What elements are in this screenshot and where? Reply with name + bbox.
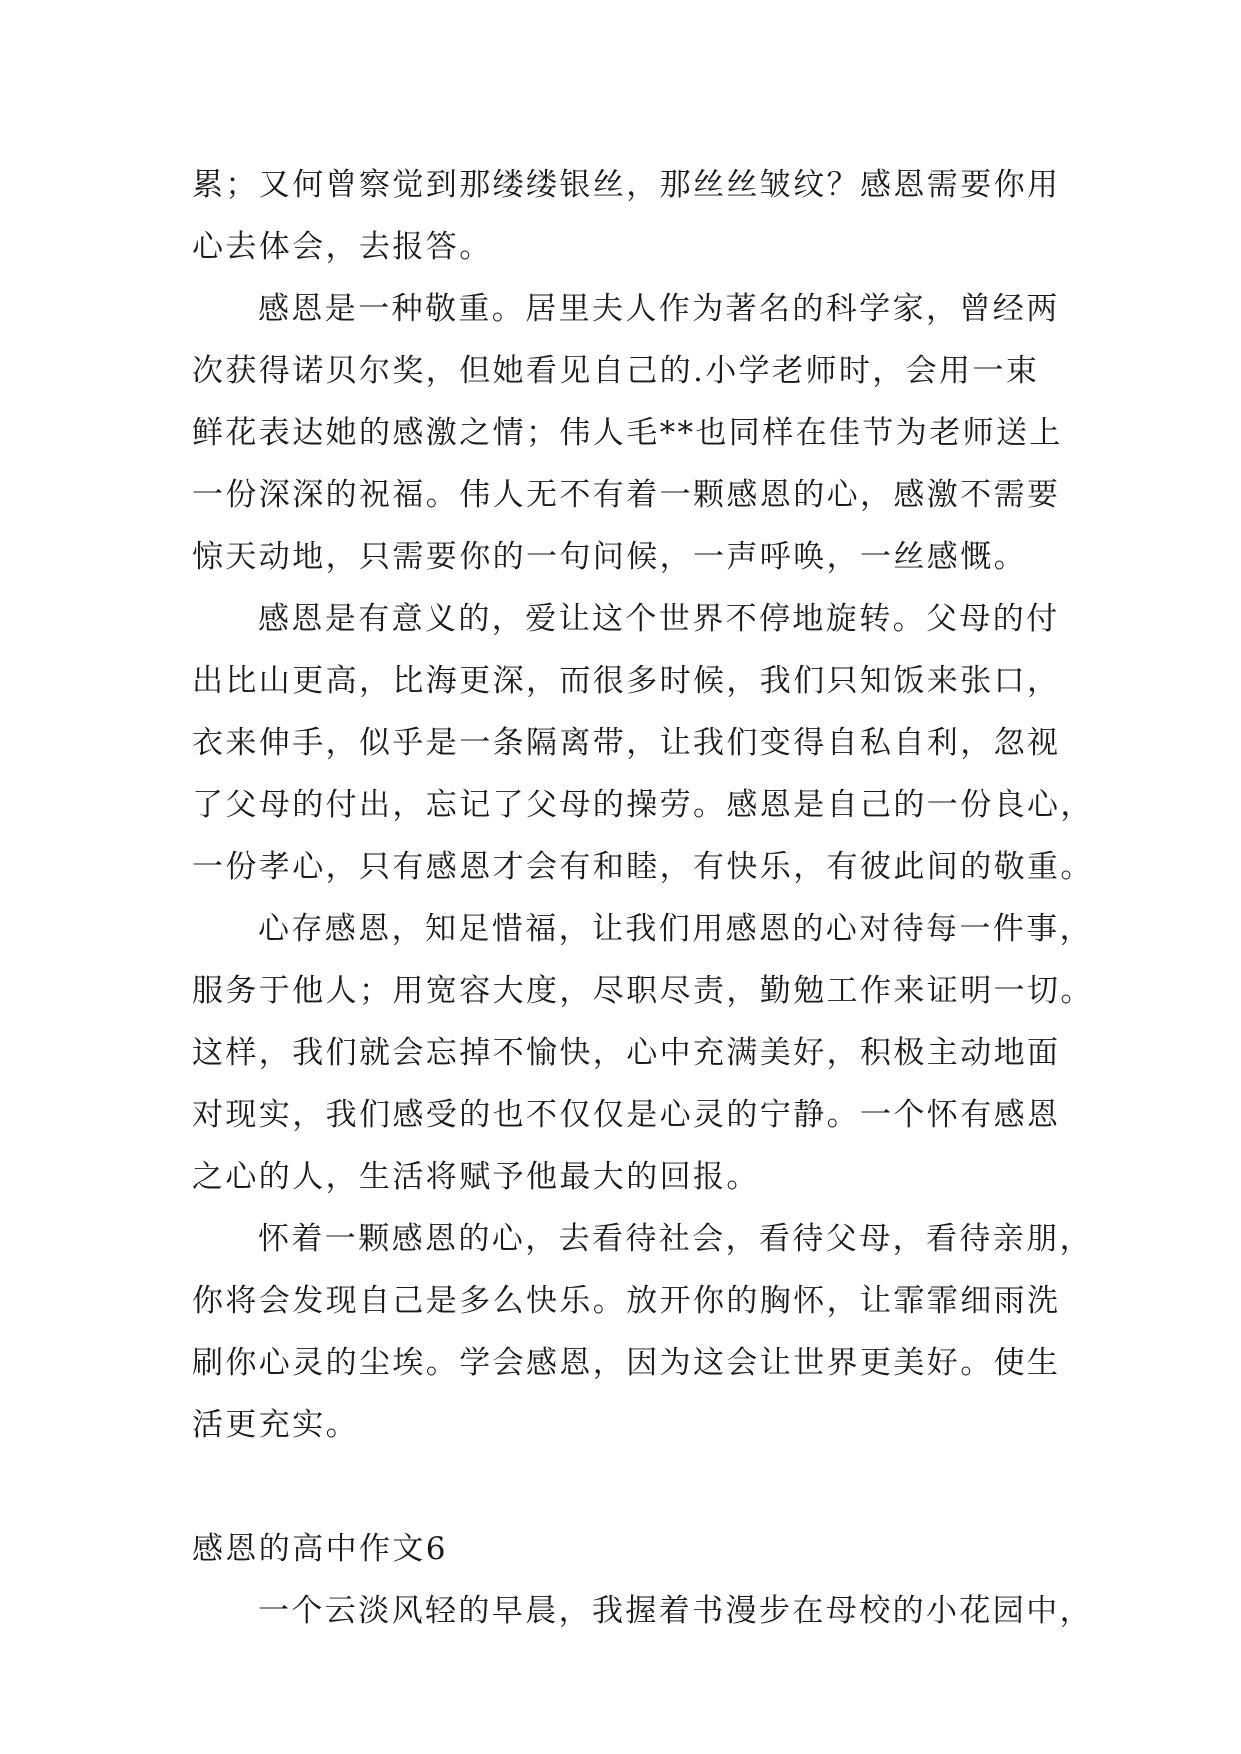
document-page bbox=[192, 154, 1094, 1642]
section-heading: 感恩的高中作文6 bbox=[192, 1531, 448, 1567]
text-line: 次获得诺贝尔奖，但她看见自己的.小学老师时，会用一束 bbox=[192, 353, 1040, 389]
text-line: 出比山更高，比海更深，而很多时候，我们只知饭来张口， bbox=[192, 663, 1061, 699]
paragraph-6 bbox=[192, 1580, 1093, 1642]
spacer bbox=[192, 1456, 1052, 1518]
text-line: 感恩是一种敬重。居里夫人作为著名的科学家，曾经两 bbox=[258, 291, 1060, 327]
text-line: 心去体会，去报答。 bbox=[192, 229, 493, 265]
text-line: 活更充实。 bbox=[192, 1407, 359, 1443]
text-line: 一个云淡风轻的早晨，我握着书漫步在母校的小花园中， bbox=[258, 1593, 1093, 1629]
text-line: 累；又何曾察觉到那缕缕银丝，那丝丝皱纹？感恩需要你用 bbox=[192, 167, 1061, 203]
text-line: 惊天动地，只需要你的一句问候，一声呼唤，一丝感慨。 bbox=[192, 539, 1027, 575]
text-line: 刷你心灵的尘埃。学会感恩，因为这会让世界更美好。使生 bbox=[192, 1345, 1061, 1381]
text-line: 这样，我们就会忘掉不愉快，心中充满美好，积极主动地面 bbox=[192, 1035, 1061, 1071]
text-line: 之心的人，生活将赋予他最大的回报。 bbox=[192, 1159, 760, 1195]
paragraph-2 bbox=[192, 278, 1063, 588]
text-line: 怀着一颗感恩的心，去看待社会，看待父母，看待亲朋， bbox=[258, 1221, 1093, 1257]
paragraph-4 bbox=[192, 898, 1094, 1208]
text-line: 你将会发现自己是多么快乐。放开你的胸怀，让霏霏细雨洗 bbox=[192, 1283, 1061, 1319]
text-line: 心存感恩，知足惜福，让我们用感恩的心对待每一件事， bbox=[258, 911, 1093, 947]
paragraph-5 bbox=[192, 1208, 1093, 1456]
text-line: 一份孝心，只有感恩才会有和睦，有快乐，有彼此间的敬重。 bbox=[192, 849, 1094, 885]
text-line: 鲜花表达她的感激之情；伟人毛**也同样在佳节为老师送上 bbox=[192, 415, 1063, 451]
text-line: 服务于他人；用宽容大度，尽职尽责，勤勉工作来证明一切。 bbox=[192, 973, 1094, 1009]
paragraph-1 bbox=[192, 154, 1061, 278]
text-line: 了父母的付出，忘记了父母的操劳。感恩是自己的一份良心， bbox=[192, 787, 1094, 823]
text-line: 衣来伸手，似乎是一条隔离带，让我们变得自私自利，忽视 bbox=[192, 725, 1061, 761]
text-line: 感恩是有意义的，爱让这个世界不停地旋转。父母的付 bbox=[258, 601, 1060, 637]
text-line: 一份深深的祝福。伟人无不有着一颗感恩的心，感激不需要 bbox=[192, 477, 1061, 513]
text-line: 对现实，我们感受的也不仅仅是心灵的宁静。一个怀有感恩 bbox=[192, 1097, 1061, 1133]
paragraph-3 bbox=[192, 588, 1094, 898]
